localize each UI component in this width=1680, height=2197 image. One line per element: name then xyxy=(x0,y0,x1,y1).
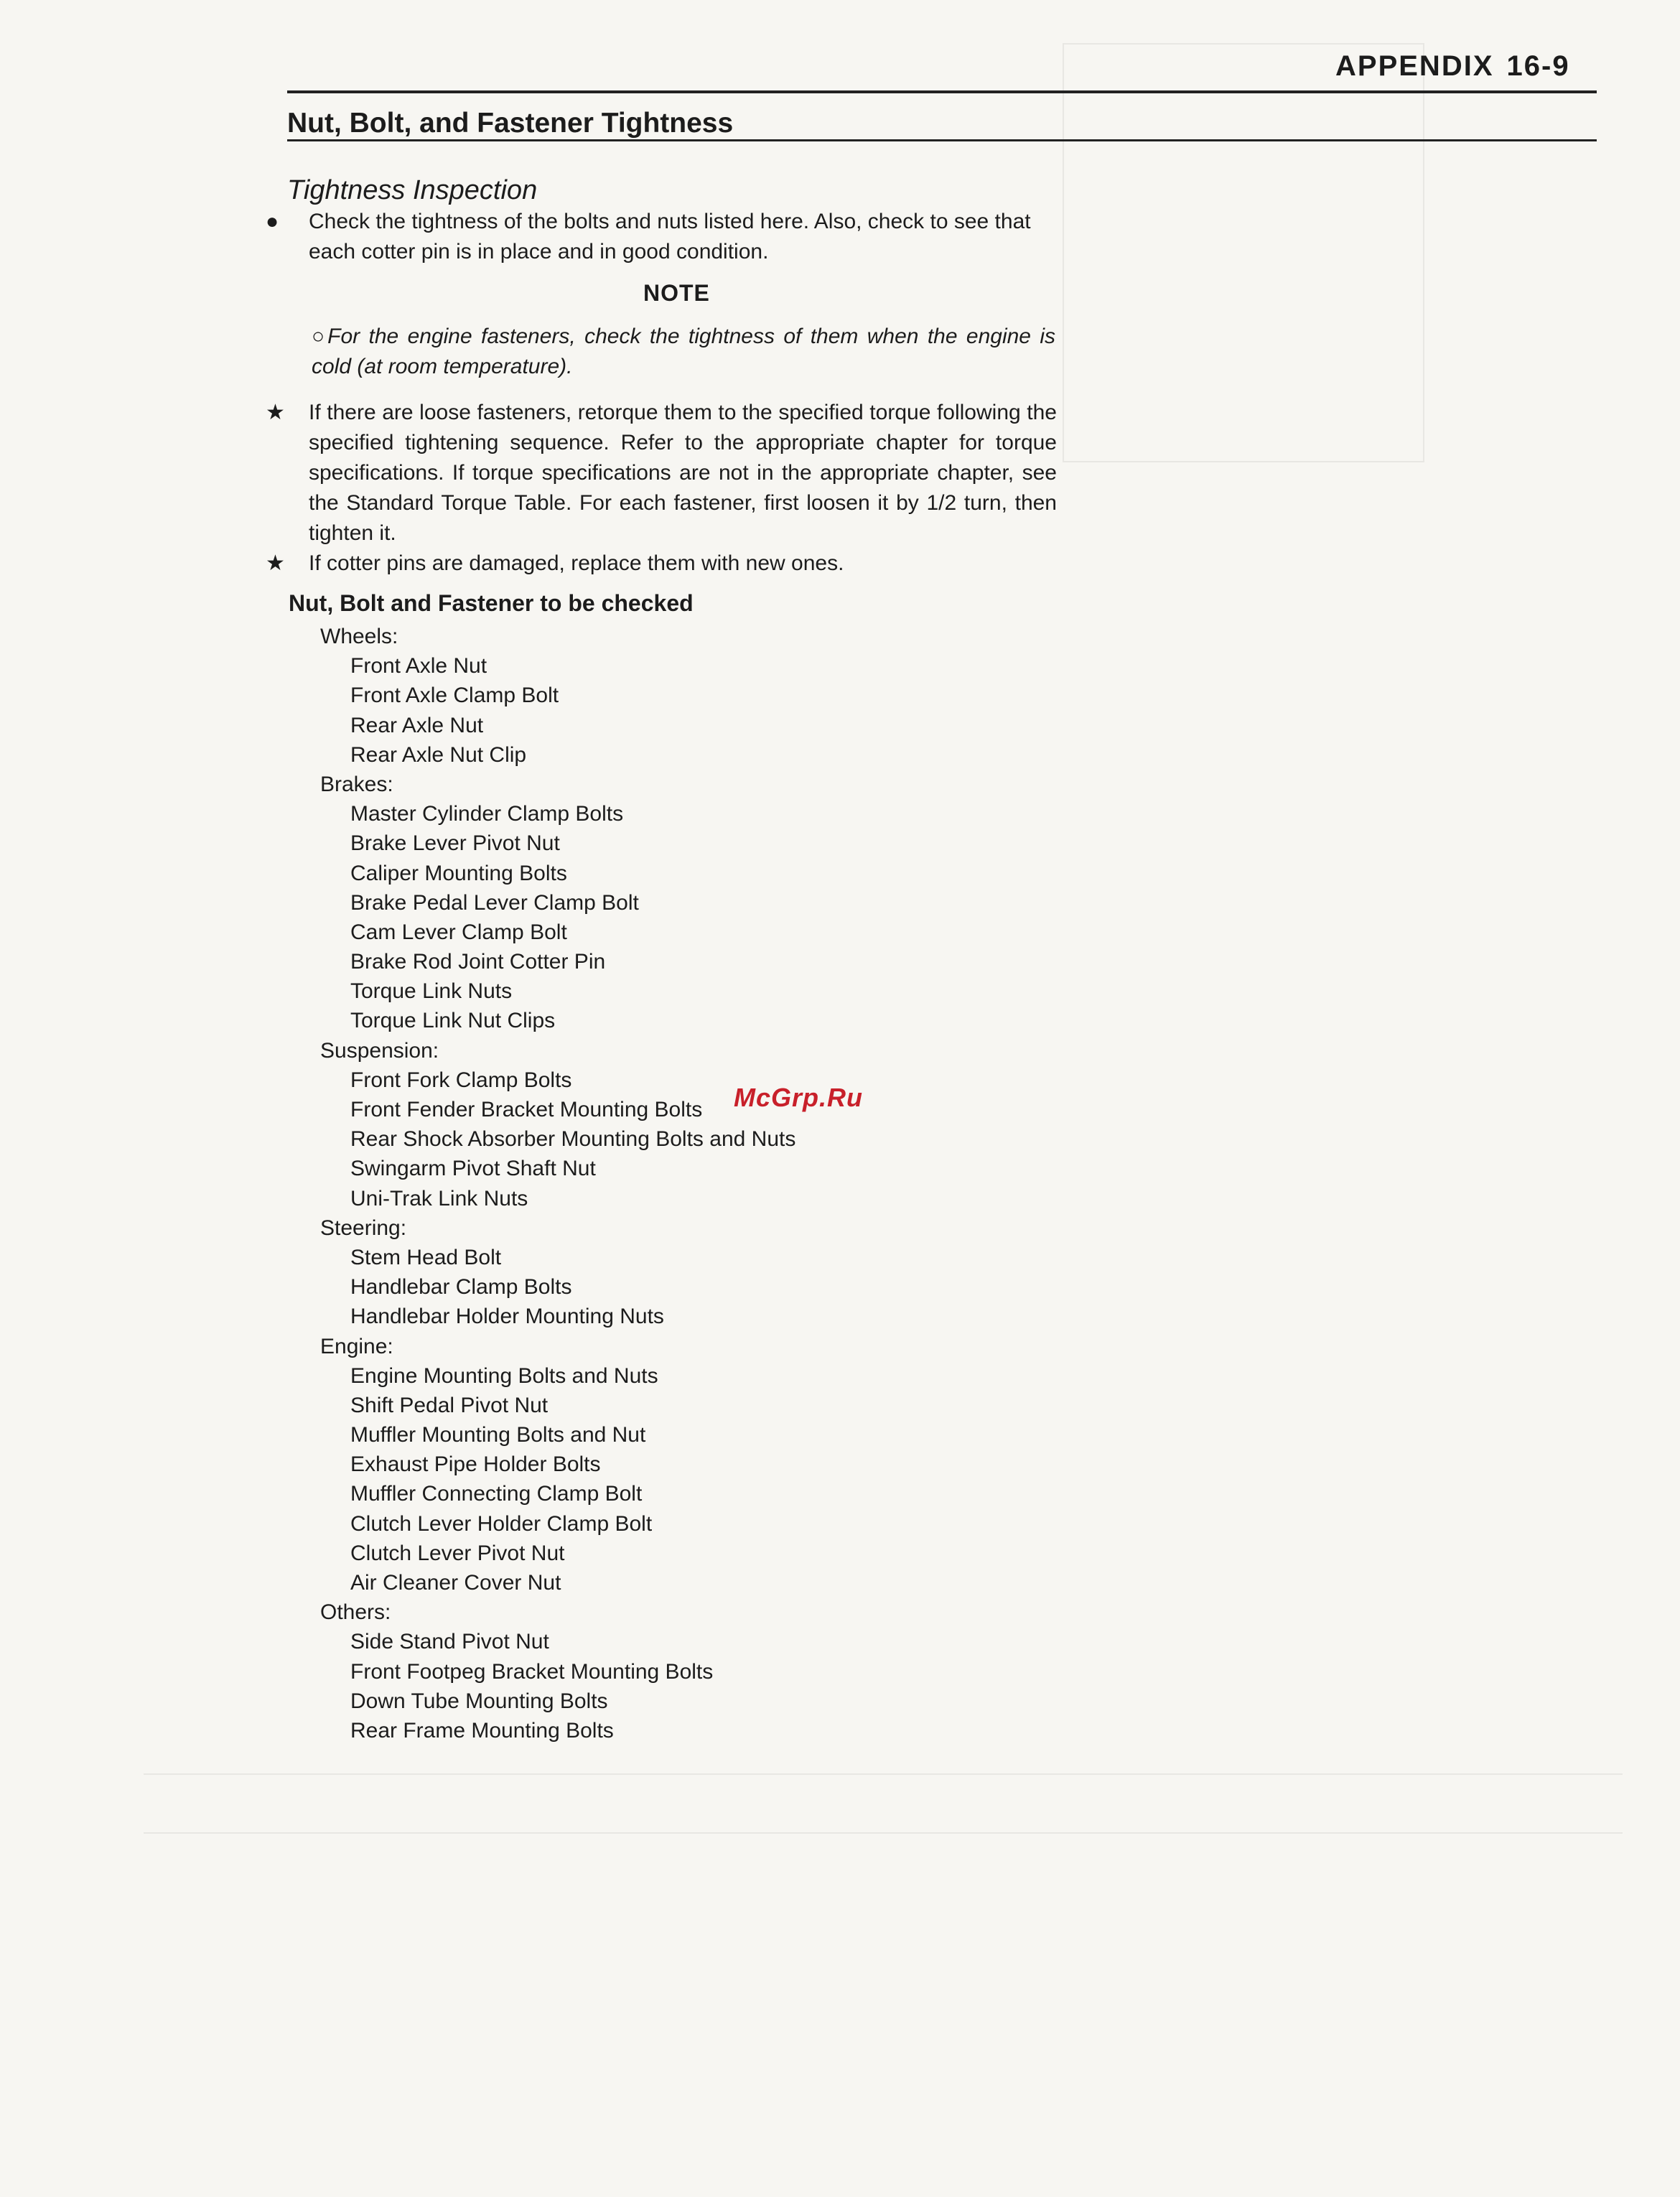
checklist-item: Front Footpeg Bracket Mounting Bolts xyxy=(350,1659,714,1684)
star-icon: ★ xyxy=(266,401,285,424)
checklist-category: Suspension: xyxy=(320,1038,439,1063)
bullet-paragraph xyxy=(266,207,1057,267)
note-label: NOTE xyxy=(643,280,710,306)
bleed-through-scale xyxy=(144,1773,1623,1834)
checklist-item: Down Tube Mounting Bolts xyxy=(350,1689,608,1713)
checklist-item: Torque Link Nut Clips xyxy=(350,1009,556,1033)
star-icon: ★ xyxy=(266,551,285,575)
checklist-category: Wheels: xyxy=(320,625,398,648)
star-text-cotter: If cotter pins are damaged, replace them with new ones. xyxy=(309,551,844,575)
section-rule xyxy=(287,139,1597,141)
note-circle-icon: ○ xyxy=(312,325,328,348)
star-text-retorque: If there are loose fasteners, retorque them to the specified torque following the specified tightening sequence. Refer to the appropriate chapter for torque specifications. If torque specifications are not in the appropriate chapter, see the Standard Torque Table. For each fastener, first loosen it by 1/2 turn, then tighten it. xyxy=(309,401,1057,545)
checklist-item: Swingarm Pivot Shaft Nut xyxy=(350,1157,596,1181)
checklist-item: Side Stand Pivot Nut xyxy=(350,1630,549,1654)
checklist-category: Engine: xyxy=(320,1334,393,1358)
checklist-item: Uni-Trak Link Nuts xyxy=(350,1186,528,1211)
checklist-item: Rear Axle Nut xyxy=(350,713,484,737)
watermark-text: McGrp.Ru xyxy=(734,1083,864,1112)
page-number: 16-9 xyxy=(1506,50,1570,82)
checklist-item: Handlebar Clamp Bolts xyxy=(350,1275,572,1300)
checklist-item: Clutch Lever Pivot Nut xyxy=(350,1541,565,1565)
fastener-checklist xyxy=(320,622,795,1745)
star-paragraph-cotter xyxy=(266,549,1057,579)
checklist-heading: Nut, Bolt and Fastener to be checked xyxy=(289,590,694,616)
checklist-item: Brake Lever Pivot Nut xyxy=(350,831,560,856)
page-header xyxy=(1335,50,1570,83)
bleed-through-table xyxy=(1063,43,1424,462)
header-rule xyxy=(287,90,1597,93)
checklist-item: Muffler Mounting Bolts and Nut xyxy=(350,1423,646,1447)
checklist-item: Muffler Connecting Clamp Bolt xyxy=(350,1482,643,1506)
checklist-category: Others: xyxy=(320,1600,391,1625)
checklist-item: Caliper Mounting Bolts xyxy=(350,861,567,885)
checklist-item: Handlebar Holder Mounting Nuts xyxy=(350,1305,664,1329)
section-title: Nut, Bolt, and Fastener Tightness xyxy=(287,108,734,139)
checklist-item: Rear Shock Absorber Mounting Bolts and Nuts xyxy=(350,1127,796,1152)
note-paragraph xyxy=(312,322,1055,382)
checklist-category: Steering: xyxy=(320,1216,407,1240)
checklist-item: Engine Mounting Bolts and Nuts xyxy=(350,1363,658,1388)
bullet-icon: ● xyxy=(266,210,279,233)
checklist-item: Clutch Lever Holder Clamp Bolt xyxy=(350,1511,653,1536)
subsection-title: Tightness Inspection xyxy=(287,175,538,205)
checklist-category: Brakes: xyxy=(320,772,393,796)
bullet-text: Check the tightness of the bolts and nuts listed here. Also, check to see that each cotter pin is in place and in good condition. xyxy=(309,210,1031,263)
checklist-item: Rear Axle Nut Clip xyxy=(350,742,527,767)
checklist-item: Front Axle Clamp Bolt xyxy=(350,684,559,708)
star-paragraph-retorque xyxy=(266,398,1057,549)
checklist-item: Rear Frame Mounting Bolts xyxy=(350,1718,614,1743)
note-text: For the engine fasteners, check the tightness of them when the engine is cold (at room temperature). xyxy=(312,325,1055,378)
checklist-item: Cam Lever Clamp Bolt xyxy=(350,920,567,944)
checklist-item: Exhaust Pipe Holder Bolts xyxy=(350,1452,601,1477)
checklist-item: Brake Rod Joint Cotter Pin xyxy=(350,950,606,974)
checklist-item: Stem Head Bolt xyxy=(350,1245,502,1269)
checklist-item: Air Cleaner Cover Nut xyxy=(350,1571,561,1595)
checklist-item: Front Fork Clamp Bolts xyxy=(350,1068,572,1092)
chapter-label: APPENDIX xyxy=(1335,50,1494,82)
checklist-item: Front Fender Bracket Mounting Bolts xyxy=(350,1098,703,1121)
checklist-item: Master Cylinder Clamp Bolts xyxy=(350,802,624,826)
checklist-item: Shift Pedal Pivot Nut xyxy=(350,1393,549,1417)
checklist-item: Torque Link Nuts xyxy=(350,979,513,1004)
checklist-item: Front Axle Nut xyxy=(350,654,487,678)
checklist-item: Brake Pedal Lever Clamp Bolt xyxy=(350,890,639,915)
